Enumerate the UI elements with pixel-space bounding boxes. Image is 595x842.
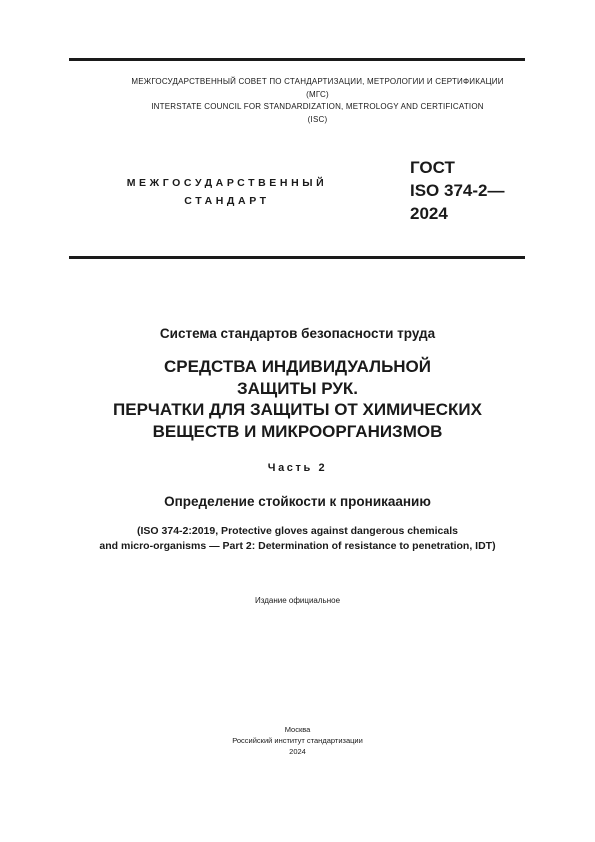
designation-line3: 2024 — [410, 204, 448, 223]
designation-line2: ISO 374-2— — [410, 181, 505, 200]
standard-designation — [410, 156, 505, 225]
main-title-line4: ВЕЩЕСТВ И МИКРООРГАНИЗМОВ — [152, 421, 443, 441]
imprint-city: Москва — [284, 725, 311, 734]
council-abbr-ru: (МГС) — [306, 89, 329, 99]
bottom-rule — [69, 256, 525, 259]
part-number: Часть 2 — [267, 462, 328, 474]
designation-line1: ГОСТ — [410, 158, 455, 177]
system-title: Система стандартов безопасности труда — [159, 326, 436, 341]
iso-reference-line1: (ISO 374-2:2019, Protective gloves against dangerous chemicals — [137, 525, 458, 537]
standard-type — [118, 174, 336, 210]
imprint-year: 2024 — [289, 747, 306, 756]
main-title — [0, 356, 595, 442]
iso-reference — [0, 524, 595, 553]
top-rule — [69, 58, 525, 61]
council-abbr-en: (ISC) — [307, 114, 328, 124]
main-title-line3: ПЕРЧАТКИ ДЛЯ ЗАЩИТЫ ОТ ХИМИЧЕСКИХ — [113, 400, 482, 419]
part-subtitle: Определение стойкости к проникаанию — [164, 494, 431, 509]
council-name-ru: МЕЖГОСУДАРСТВЕННЫЙ СОВЕТ ПО СТАНДАРТИЗАЦИИ, МЕТРОЛОГИИ И СЕРТИФИКАЦИИ — [131, 77, 504, 86]
standard-type-line2: СТАНДАРТ — [184, 195, 270, 207]
imprint — [0, 724, 595, 757]
imprint-publisher: Российский институт стандартизации — [232, 736, 363, 745]
standard-type-line1: МЕЖГОСУДАРСТВЕННЫЙ — [126, 177, 328, 189]
main-title-line2: ЗАЩИТЫ РУК. — [236, 378, 358, 398]
edition-note: Издание официальное — [254, 596, 341, 605]
council-header — [40, 76, 595, 126]
iso-reference-line2: and micro-organisms — Part 2: Determination of resistance to penetration, IDT) — [99, 539, 496, 552]
council-name-en: INTERSTATE COUNCIL FOR STANDARDIZATION, METROLOGY AND CERTIFICATION — [151, 102, 484, 111]
main-title-line1: СРЕДСТВА ИНДИВИДУАЛЬНОЙ — [163, 357, 432, 376]
